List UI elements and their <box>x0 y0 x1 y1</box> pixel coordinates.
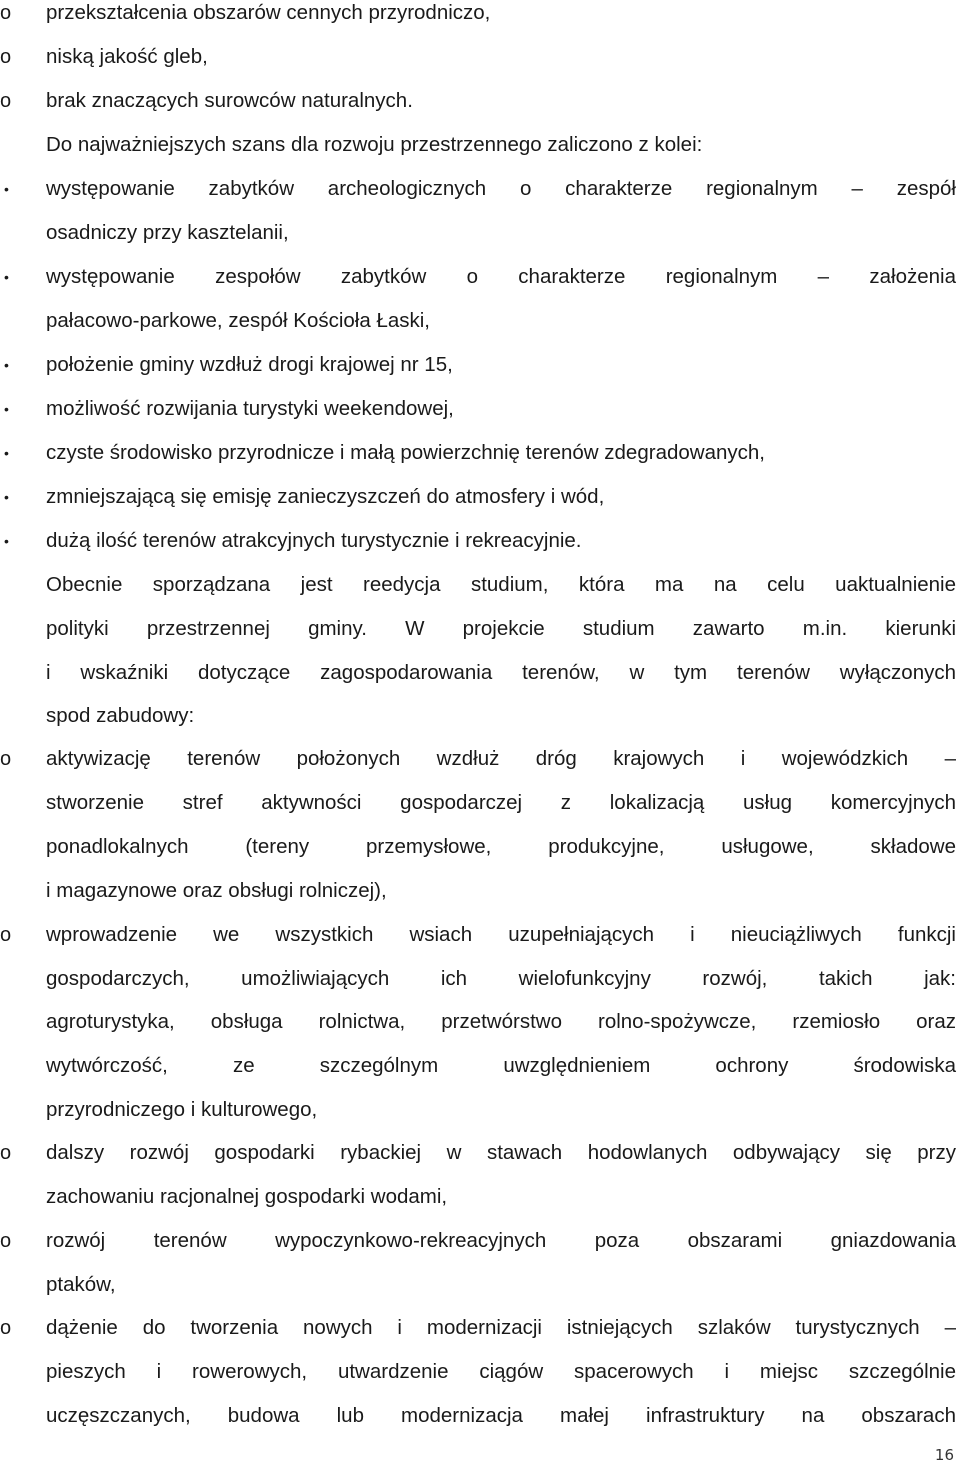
text-line: rozwój terenów wypoczynkowo-rekreacyjnych poza obszarami gniazdowania <box>46 1229 956 1252</box>
list-bullet-circle: o <box>0 1317 12 1339</box>
list-bullet-dot: • <box>4 181 9 197</box>
text-line: spod zabudowy: <box>46 704 195 727</box>
list-bullet-circle: o <box>0 748 12 770</box>
text-line: dążenie do tworzenia nowych i modernizacji istniejących szlaków turystycznych – <box>46 1316 956 1339</box>
text-line: możliwość rozwijania turystyki weekendowej, <box>46 397 454 420</box>
list-bullet-dot: • <box>4 489 9 505</box>
list-bullet-dot: • <box>4 445 9 461</box>
text-line: zachowaniu racjonalnej gospodarki wodami, <box>46 1185 448 1208</box>
text-line: występowanie zespołów zabytków o charakterze regionalnym – założenia <box>46 265 956 288</box>
text-line: i magazynowe oraz obsługi rolniczej), <box>46 879 387 902</box>
text-line: uczęszczanych, budowa lub modernizacja małej infrastruktury na obszarach <box>46 1404 956 1427</box>
text-line: pałacowo-parkowe, zespół Kościoła Łaski, <box>46 309 431 332</box>
list-bullet-dot: • <box>4 533 9 549</box>
text-line: dalszy rozwój gospodarki rybackiej w stawach hodowlanych odbywający się przy <box>46 1141 956 1164</box>
text-line: agroturystyka, obsługa rolnictwa, przetwórstwo rolno-spożywcze, rzemiosło oraz <box>46 1010 956 1033</box>
text-line: pieszych i rowerowych, utwardzenie ciągów spacerowych i miejsc szczególnie <box>46 1360 956 1383</box>
list-bullet-circle: o <box>0 46 12 68</box>
text-line: i wskaźniki dotyczące zagospodarowania terenów, w tym terenów wyłączonych <box>46 661 956 684</box>
list-bullet-circle: o <box>0 924 12 946</box>
text-line: Do najważniejszych szans dla rozwoju przestrzennego zaliczono z kolei: <box>46 133 703 156</box>
text-line: aktywizację terenów położonych wzdłuż dróg krajowych i wojewódzkich – <box>46 747 956 770</box>
text-line: wytwórczość, ze szczególnym uwzględnieniem ochrony środowiska <box>46 1054 956 1077</box>
list-bullet-dot: • <box>4 269 9 285</box>
text-line: stworzenie stref aktywności gospodarczej z lokalizacją usług komercyjnych <box>46 791 956 814</box>
text-line: czyste środowisko przyrodnicze i małą powierzchnię terenów zdegradowanych, <box>46 441 765 464</box>
text-line: położenie gminy wzdłuż drogi krajowej nr 15, <box>46 353 453 376</box>
page-number: 16 <box>934 1446 954 1464</box>
text-line: zmniejszającą się emisję zanieczyszczeń do atmosfery i wód, <box>46 485 605 508</box>
text-line: występowanie zabytków archeologicznych o charakterze regionalnym – zespół <box>46 177 956 200</box>
text-line: przyrodniczego i kulturowego, <box>46 1098 318 1121</box>
text-line: wprowadzenie we wszystkich wsiach uzupełniających i nieuciążliwych funkcji <box>46 923 956 946</box>
list-bullet-circle: o <box>0 1230 12 1252</box>
list-bullet-circle: o <box>0 90 12 112</box>
text-line: dużą ilość terenów atrakcyjnych turystycznie i rekreacyjnie. <box>46 529 582 552</box>
text-line: niską jakość gleb, <box>46 45 208 68</box>
text-line: Obecnie sporządzana jest reedycja studium, która ma na celu uaktualnienie <box>46 573 956 596</box>
text-line: polityki przestrzennej gminy. W projekcie studium zawarto m.in. kierunki <box>46 617 956 640</box>
list-bullet-dot: • <box>4 401 9 417</box>
list-bullet-circle: o <box>0 2 12 24</box>
text-line: ponadlokalnych (tereny przemysłowe, produkcyjne, usługowe, składowe <box>46 835 956 858</box>
text-line: przekształcenia obszarów cennych przyrodniczo, <box>46 1 491 24</box>
text-line: ptaków, <box>46 1273 116 1296</box>
text-line: osadniczy przy kasztelanii, <box>46 221 289 244</box>
text-line: brak znaczących surowców naturalnych. <box>46 89 413 112</box>
list-bullet-dot: • <box>4 357 9 373</box>
text-line: gospodarczych, umożliwiających ich wielofunkcyjny rozwój, takich jak: <box>46 967 956 990</box>
list-bullet-circle: o <box>0 1142 12 1164</box>
